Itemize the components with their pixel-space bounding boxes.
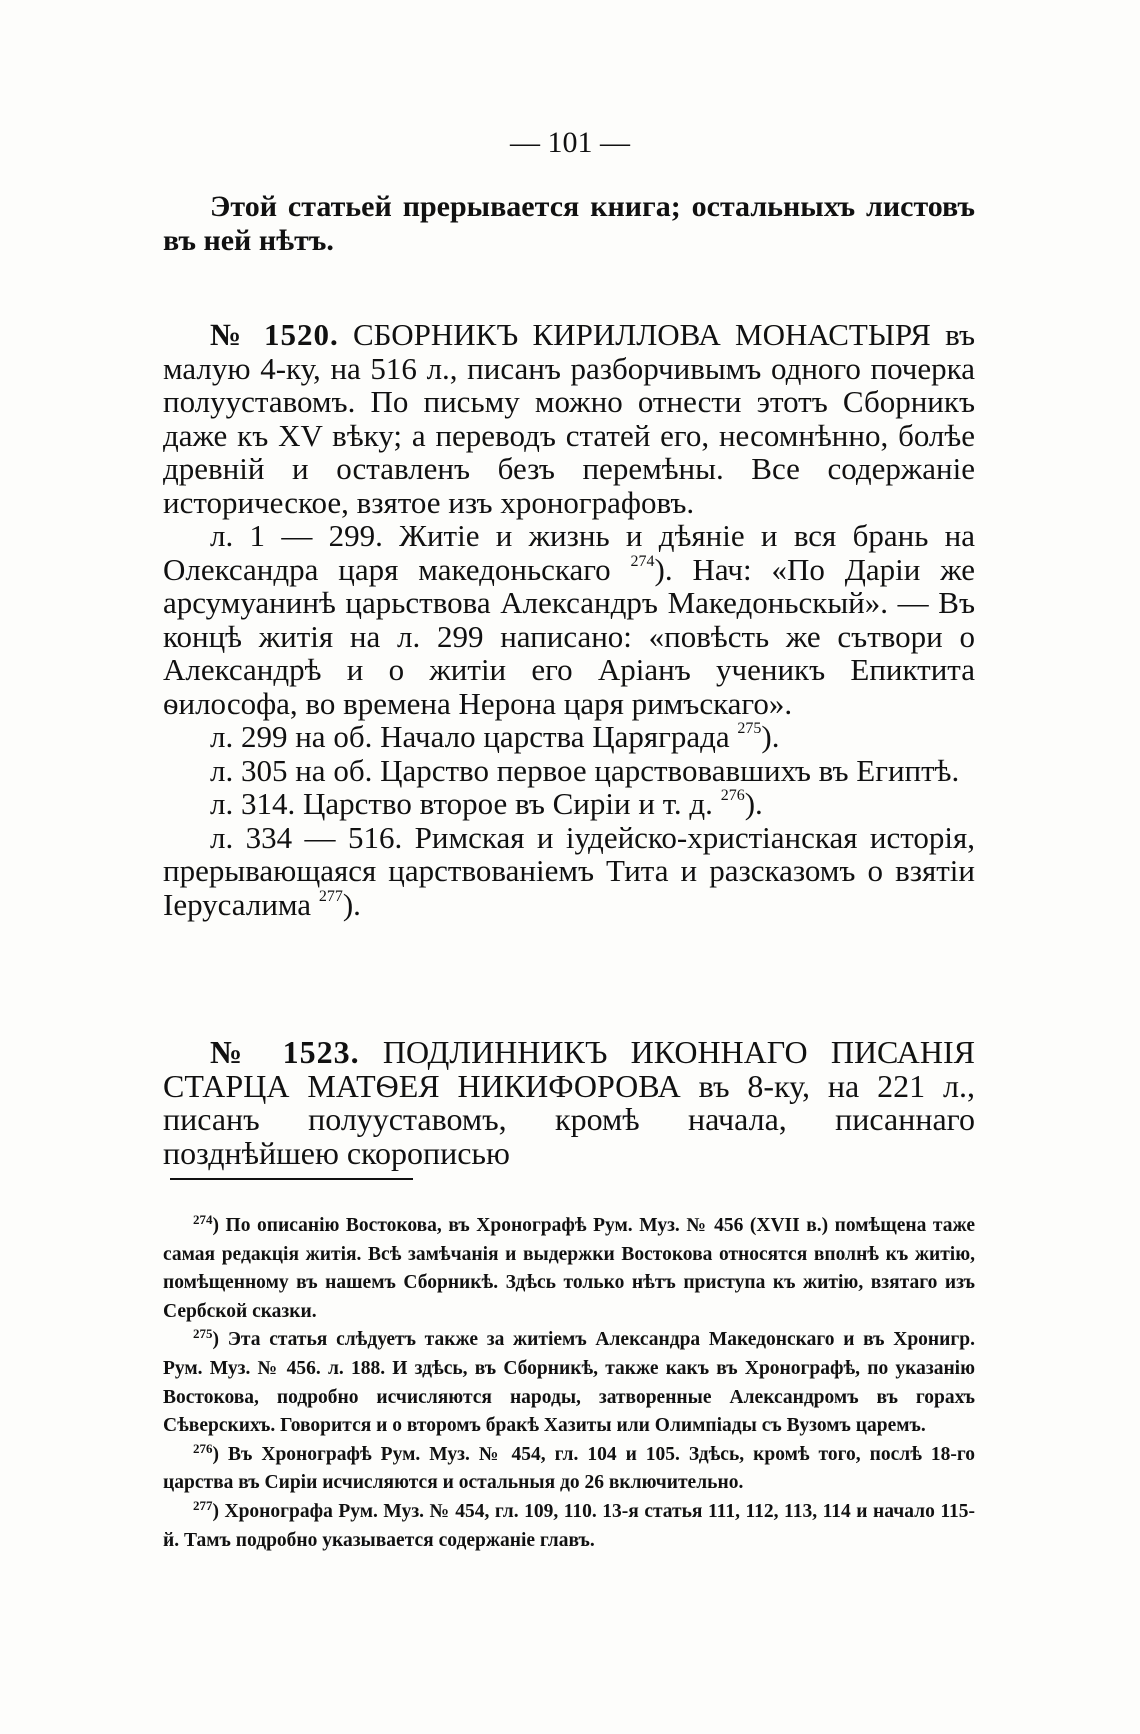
item-5-text: л. 334 — 516. Римская и іудейско-христіанская исторія, прерывающаяся царствованіемъ Тита и разсказомъ о взятіи Іерусалима: [163, 819, 975, 922]
footnote-text: Въ Хронографѣ Рум. Муз. № 454, гл. 104 и 105. Здѣсь, кромѣ того, послѣ 18-го царства въ Сиріи исчисляются и остальныя до 26 включительно.: [163, 1443, 976, 1494]
entry-1523-title: ПОДЛИННИКЪ ИКОННАГО ПИСАНІЯ СТАРЦА МАТѲЕЯ НИКИФОРОВА: [163, 1034, 976, 1104]
footnote-divider: [170, 1178, 413, 1180]
entry-1523-description: въ 8-ку, на 221 л., писанъ полууставомъ, кромѣ начала, писаннаго позднѣйшею скорописью: [163, 1067, 976, 1171]
footnote-ref-275: 275: [737, 720, 762, 737]
footnote-275: $^{275}$) Эта статья слѣдуетъ также за житіемъ Александра Македонскаго и въ Хронигр. Рум. Муз. № 456. л. 188. И здѣсь, въ Сборникѣ, также какъ въ Хронографѣ, по указанію Востокова, подробно исчисляются народы, затворенные Александромъ въ горахъ Сѣверскихъ. Говорится и о второмъ бракѣ Хазиты или Олимпіады съ Вузомъ царемъ.: [163, 1326, 975, 1437]
entry-1520-item-5: л. 334 — 516. Римская и іудейско-христіанская исторія, прерывающаяся царствованіемъ Тита и разсказомъ о взятіи Іерусалима $^{277}$).: [163, 819, 975, 922]
entry-1520-header: [163, 318, 975, 519]
item-1-continuation: . Нач: «По Даріи же арсумуанинѣ царьствова Александръ Македоньскый». — Въ концѣ житія на л. 299 написано: «повѣсть же сътвори о Александрѣ и о житіи его Аріанъ ученикъ Епиктита ѳилософа, во времена Нерона царя римъскаго».: [163, 551, 976, 721]
footnote-276: $^{276}$) Въ Хронографѣ Рум. Муз. № 454, гл. 104 и 105. Здѣсь, кромѣ того, послѣ 18-го царства въ Сиріи исчисляются и остальныя до 26 включительно.: [163, 1440, 976, 1494]
footnotes: [163, 1212, 975, 1555]
footnote-number: 275: [193, 1326, 213, 1342]
footnote-ref-274: 274: [630, 552, 655, 570]
entry-1520-number: № 1520.: [210, 317, 339, 352]
footnote-number: 274: [193, 1212, 213, 1227]
entry-1523-number: № 1523.: [210, 1034, 360, 1070]
intro-paragraph: [163, 190, 975, 257]
entry-1523-header: [163, 1036, 975, 1170]
footnote-text: Хронографа Рум. Муз. № 454, гл. 109, 110. 13-я статья 111, 112, 113, 114 и начало 115-й. Тамъ подробно указывается содержаніе главъ.: [163, 1500, 975, 1551]
entry-1520-item-2: л. 299 на об. Начало царства Царяграда $^{275}$).: [210, 719, 780, 754]
entry-1520: [163, 318, 975, 921]
footnote-number: 277: [193, 1497, 213, 1513]
entry-1520-description: въ малую 4-ку, на 516 л., писанъ разборчивымъ одного почерка полууставомъ. По письму можно отнести этотъ Сборникъ даже къ XV вѣку; а переводъ статей его, несомнѣнно, болѣе древній и оставленъ безъ перемѣны. Все содержаніе историческое, взятое изъ хронографовъ.: [163, 317, 976, 520]
footnote-text: Эта статья слѣдуетъ также за житіемъ Александра Македонскаго и въ Хронигр. Рум. Муз. № 456. л. 188. И здѣсь, въ Сборникѣ, также какъ въ Хронографѣ, по указанію Востокова, подробно исчисляются народы, затворенные Александромъ въ горахъ Сѣверскихъ. Говорится и о второмъ бракѣ Хазиты или Олимпіады съ Вузомъ царемъ.: [163, 1329, 975, 1437]
entry-1520-item-4: л. 314. Царство второе въ Сиріи и т. д. $^{276}$).: [210, 786, 763, 821]
page-number: — 101 —: [510, 126, 630, 159]
footnote-text: По описанію Востокова, въ Хронографѣ Рум. Муз. № 456 (XVII в.) помѣщена таже самая редакція житія. Всѣ замѣчанія и выдержки Востокова относятся вполнѣ къ житію, помѣщенному въ нашемъ Сборникѣ. Здѣсь только нѣтъ приступа къ житію, взятаго изъ Сербской сказки.: [163, 1215, 975, 1322]
entry-1523: [163, 1036, 975, 1170]
footnote-ref-276: 276: [720, 787, 745, 804]
entry-1520-item-3: л. 305 на об. Царство первое царствовавшихъ въ Египтѣ.: [210, 752, 960, 788]
item-1-text: л. 1 — 299. Житіе и жизнь и дѣяніе и вся брань на Олександра царя македоньскаго: [163, 518, 975, 587]
footnote-number: 276: [193, 1440, 213, 1456]
item-4-text: л. 314. Царство второе въ Сиріи и т. д.: [210, 786, 713, 821]
footnote-274: $^{274}$) По описанію Востокова, въ Хронографѣ Рум. Муз. № 456 (XVII в.) помѣщена таже самая редакція житія. Всѣ замѣчанія и выдержки Востокова относятся вполнѣ къ житію, помѣщенному въ нашемъ Сборникѣ. Здѣсь только нѣтъ приступа къ житію, взятаго изъ Сербской сказки.: [163, 1212, 975, 1322]
entry-1520-item-1: л. 1 — 299. Житіе и жизнь и дѣяніе и вся брань на Олександра царя македоньскаго $^{274}$). Нач: «По Даріи же арсумуанинѣ царьствова Александръ Македоньскый». — Въ концѣ житія на л. 299 написано: «повѣсть же сътвори о Александрѣ и о житіи его Аріанъ ученикъ Епиктита ѳилософа, во времена Нерона царя римъскаго».: [163, 518, 976, 721]
intro-text: Этой статьей прерывается книга; остальныхъ листовъ въ ней нѣтъ.: [163, 190, 975, 257]
entry-1520-title: СБОРНИКЪ КИРИЛЛОВА МОНАСТЫРЯ: [353, 317, 931, 352]
footnote-ref-277: 277: [318, 887, 343, 905]
footnote-277: $^{277}$) Хронографа Рум. Муз. № 454, гл. 109, 110. 13-я статья 111, 112, 113, 114 и начало 115-й. Тамъ подробно указывается содержаніе главъ.: [163, 1497, 975, 1551]
item-2-text: л. 299 на об. Начало царства Царяграда: [210, 719, 730, 754]
